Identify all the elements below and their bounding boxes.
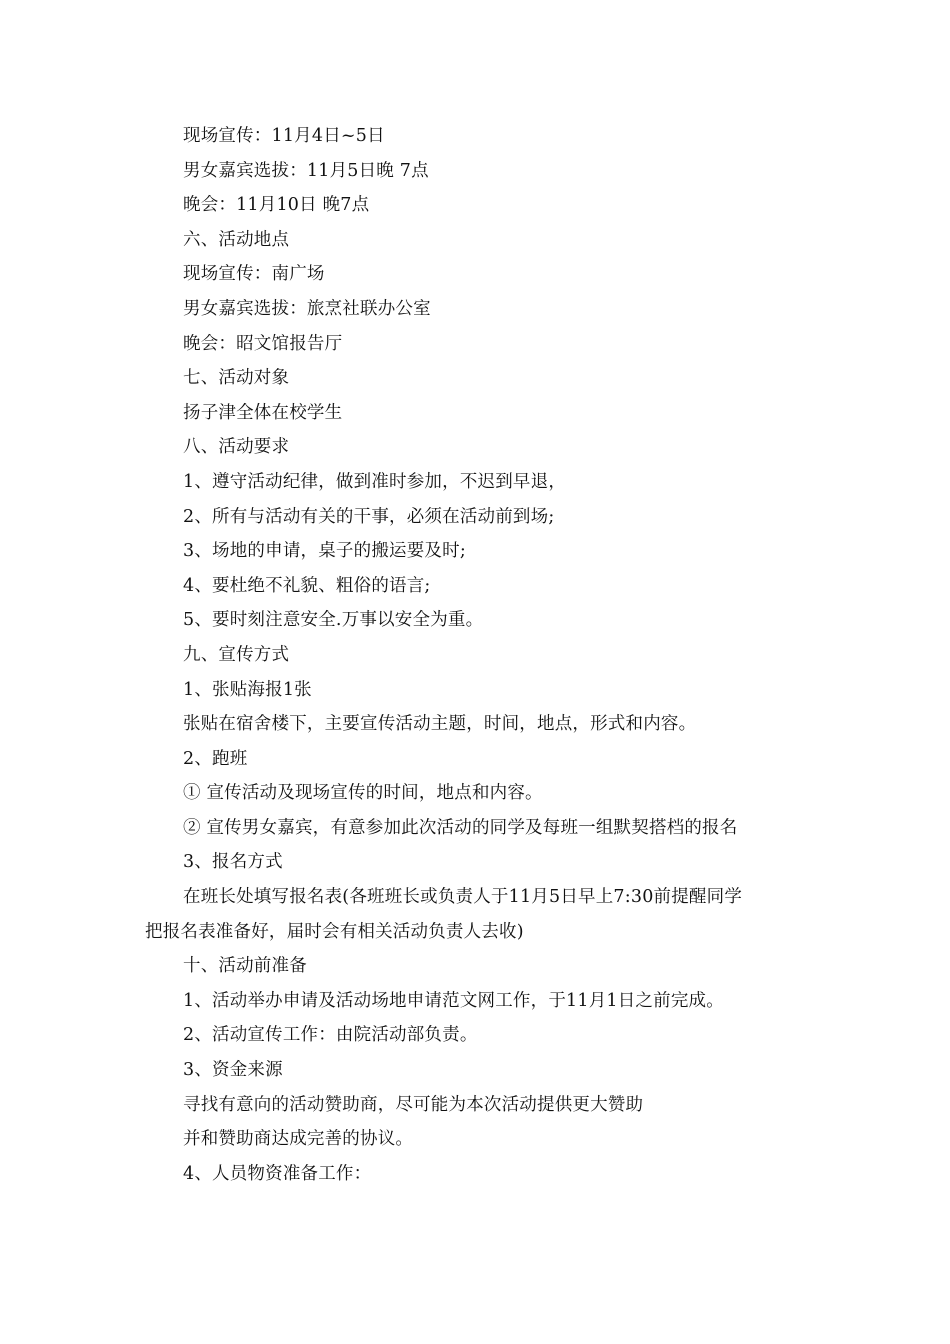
text-line-funding-1: 寻找有意向的活动赞助商，尽可能为本次活动提供更大赞助	[183, 1094, 644, 1115]
text-line-selection-place: 男女嘉宾选拔：旅烹社联办公室	[183, 298, 431, 319]
text-line-poster-detail: 张贴在宿舍楼下，主要宣传活动主题，时间，地点，形式和内容。	[183, 714, 697, 735]
text-line-registration-2: 把报名表准备好，届时会有相关活动负责人去收)	[145, 921, 524, 942]
section-heading-publicity: 九、宣传方式	[183, 644, 290, 665]
list-item-prep-1: 1、活动举办申请及活动场地申请范文网工作，于11月1日之前完成。	[183, 990, 724, 1011]
list-item-requirement-3: 3、场地的申请，桌子的搬运要及时;	[183, 541, 466, 562]
text-line-audience: 扬子津全体在校学生	[183, 402, 343, 423]
text-line-party-time: 晚会：11月10日 晚7点	[183, 195, 370, 216]
text-line-publicity-time: 现场宣传：11月4日~5日	[183, 126, 385, 146]
text-line-funding-2: 并和赞助商达成完善的协议。	[183, 1129, 414, 1150]
list-item-requirement-4: 4、要杜绝不礼貌、粗俗的语言;	[183, 575, 431, 596]
list-item-registration: 3、报名方式	[183, 852, 283, 873]
section-heading-location: 六、活动地点	[183, 229, 290, 250]
text-line-registration-1: 在班长处填写报名表(各班班长或负责人于11月5日早上7:30前提醒同学	[183, 887, 743, 908]
list-item-requirement-1: 1、遵守活动纪律，做到准时参加，不迟到早退，	[183, 471, 567, 492]
document-body	[145, 119, 825, 1191]
list-item-requirement-5: 5、要时刻注意安全.万事以安全为重。	[183, 610, 484, 631]
list-item-prep-4: 4、人员物资准备工作：	[183, 1163, 372, 1184]
list-item-prep-3: 3、资金来源	[183, 1060, 283, 1081]
text-line-party-place: 晚会：昭文馆报告厅	[183, 333, 343, 354]
text-line-selection-time: 男女嘉宾选拔：11月5日晚 7点	[183, 160, 429, 181]
list-item-class-visit: 2、跑班	[183, 748, 248, 769]
text-line-publicity-place: 现场宣传：南广场	[183, 264, 325, 285]
text-line-class-visit-1: ① 宣传活动及现场宣传的时间，地点和内容。	[183, 783, 543, 804]
list-item-poster: 1、张贴海报1张	[183, 679, 312, 700]
section-heading-audience: 七、活动对象	[183, 368, 290, 389]
text-line-class-visit-2: ② 宣传男女嘉宾，有意参加此次活动的同学及每班一组默契搭档的报名	[183, 817, 738, 838]
list-item-requirement-2: 2、所有与活动有关的干事，必须在活动前到场;	[183, 506, 555, 527]
section-heading-requirements: 八、活动要求	[183, 437, 290, 458]
list-item-prep-2: 2、活动宣传工作：由院活动部负责。	[183, 1025, 478, 1046]
section-heading-preparation: 十、活动前准备	[183, 956, 307, 977]
